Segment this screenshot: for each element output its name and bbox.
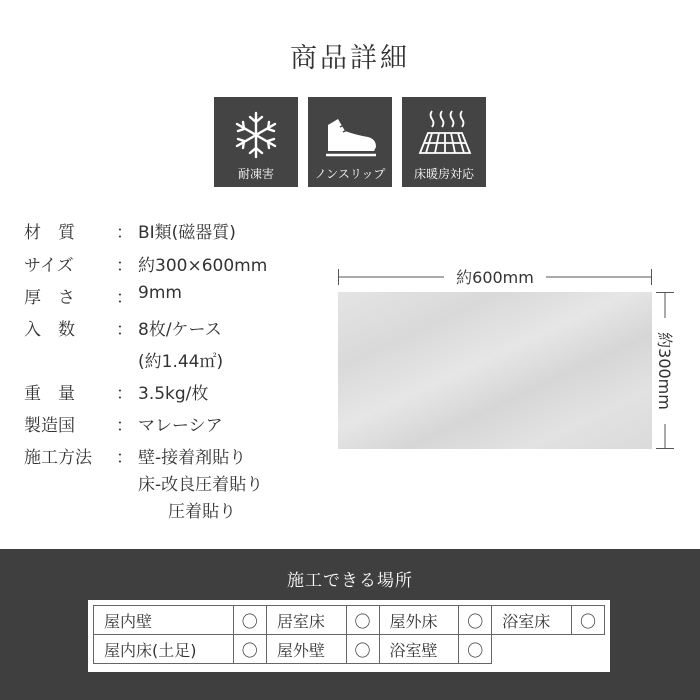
spec-key: 製造国 — [24, 416, 75, 436]
height-label: 約300mm — [655, 332, 674, 410]
spec-colon: ： — [116, 320, 133, 340]
spec-value: 壁-接着剤貼り — [138, 448, 247, 468]
place-name: 居室床 — [266, 606, 346, 635]
page-title: 商品詳細 — [290, 43, 410, 74]
floor-heating-icon — [402, 105, 486, 161]
spec-value: 8枚/ケース — [138, 320, 222, 340]
place-name: 浴室床 — [492, 606, 572, 635]
table-row — [94, 606, 605, 635]
snowflake-icon — [214, 105, 298, 161]
spec-value: 3.5kg/枚 — [138, 384, 209, 404]
width-label: 約600mm — [456, 268, 534, 287]
table-row — [94, 635, 605, 664]
feature-frost-resistant — [214, 97, 298, 187]
place-name: 屋外壁 — [266, 635, 346, 664]
ok-mark: 〇 — [572, 606, 605, 635]
spec-key: 厚 さ — [24, 288, 75, 308]
spec-colon: ： — [116, 223, 133, 243]
spec-value: 約300×600mm — [138, 256, 268, 276]
spec-key: サイズ — [24, 256, 74, 276]
spec-key: 重 量 — [24, 384, 75, 404]
ok-mark: 〇 — [233, 606, 266, 635]
ok-mark: 〇 — [346, 606, 379, 635]
ok-mark: 〇 — [346, 635, 379, 664]
feature-label: 床暖房対応 — [413, 167, 474, 181]
ok-mark: 〇 — [459, 606, 492, 635]
spec-colon: ： — [116, 448, 133, 468]
spec-key: 材 質 — [24, 223, 75, 243]
place-name: 浴室壁 — [379, 635, 459, 664]
place-name: 屋内壁 — [94, 606, 234, 635]
spec-value: BⅠ類(磁器質) — [138, 223, 236, 243]
spec-colon: ： — [116, 256, 133, 276]
width-dimension — [338, 265, 652, 289]
spec-value: 9mm — [138, 283, 182, 303]
spec-colon: ： — [116, 384, 133, 404]
feature-label: ノンスリップ — [314, 167, 386, 181]
spec-key: 施工方法 — [24, 448, 92, 468]
feature-non-slip — [308, 97, 392, 187]
installation-title: 施工できる場所 — [287, 571, 413, 591]
feature-floor-heating — [402, 97, 486, 187]
spec-value: 床-改良圧着貼り — [138, 475, 264, 495]
place-name: 屋外床 — [379, 606, 459, 635]
installation-table — [88, 600, 610, 672]
shoe-icon — [308, 105, 392, 161]
tile-image — [338, 292, 652, 449]
place-name: 屋内床(土足) — [94, 635, 234, 664]
spec-key: 入 数 — [24, 320, 75, 340]
spec-value: マレーシア — [138, 416, 223, 436]
empty-cell — [492, 635, 605, 664]
feature-label: 耐凍害 — [237, 167, 274, 181]
ok-mark: 〇 — [233, 635, 266, 664]
spec-value: 圧着貼り — [168, 502, 236, 522]
spec-value: (約1.44㎡) — [138, 352, 224, 372]
spec-colon: ： — [116, 288, 133, 308]
ok-mark: 〇 — [459, 635, 492, 664]
spec-colon: ： — [116, 416, 133, 436]
height-dimension — [652, 292, 680, 449]
